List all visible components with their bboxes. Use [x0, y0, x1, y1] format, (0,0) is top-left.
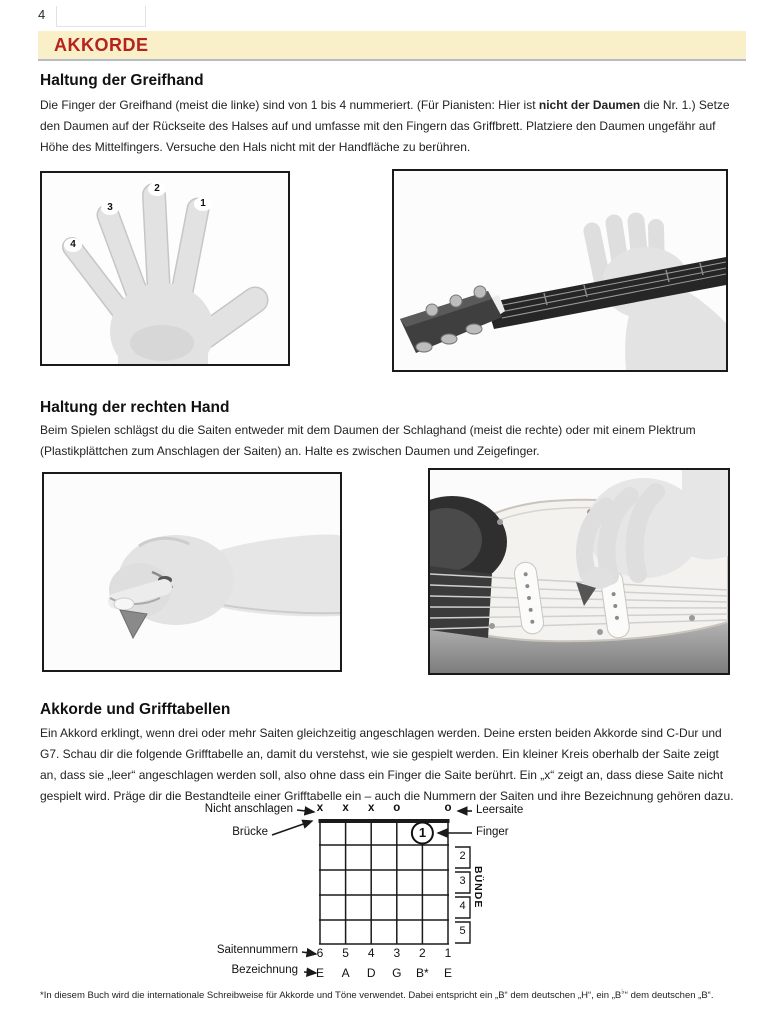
- string-name-5: A: [341, 966, 350, 980]
- fret-number-2: 2: [459, 850, 466, 862]
- photo-hand-with-pick: [42, 472, 342, 672]
- nut-line: [319, 819, 450, 823]
- footnote-text: “ dem deutschen „B“.: [624, 990, 714, 1002]
- photo-hand-on-neck: [392, 169, 728, 372]
- string-name-3: G: [392, 966, 402, 980]
- scan-artifact: [56, 6, 146, 27]
- fret-number-4: 4: [459, 900, 466, 912]
- string-number-2: 2: [419, 946, 426, 960]
- section-heading-rechte-hand: Haltung der rechten Hand: [40, 399, 230, 416]
- footnote-text: *In diesem Buch wird die internationale Schreibweise für Akkorde und Töne verwendet. Dabei entspricht ein „B“ dem deutschen „H“, ein „B: [40, 990, 622, 1002]
- label-finger: Finger: [476, 826, 509, 838]
- string-number-6: 6: [316, 946, 324, 960]
- label-buende: BÜNDE: [472, 866, 484, 909]
- pick-grip-illustration: [44, 474, 340, 670]
- hand-illustration: [42, 173, 288, 364]
- label-leersaite: Leersaite: [476, 804, 524, 816]
- body-text: Die Finger der Greifhand (meist die linke) sind von 1 bis 4 nummeriert. (Für Pianisten: Hier ist: [40, 98, 539, 112]
- page-number: 4: [38, 7, 46, 22]
- finger-badge-4: 4: [64, 238, 82, 252]
- string-name-1: E: [443, 966, 452, 980]
- fret-lines: [319, 845, 449, 944]
- string-number-1: 1: [444, 946, 452, 960]
- finger-number: 1: [418, 825, 427, 840]
- marker-string-1: o: [444, 802, 452, 814]
- label-nicht-anschlagen: Nicht anschlagen: [204, 803, 293, 815]
- marker-string-6: x: [316, 802, 324, 814]
- fret-number-3: 3: [459, 875, 466, 887]
- photo-picking-hand-guitar: [428, 468, 730, 675]
- flat-symbol: ♭: [621, 987, 625, 996]
- electric-guitar-illustration: [430, 470, 728, 673]
- finger-badge-3: 3: [101, 201, 119, 215]
- chapter-title: AKKORDE: [54, 34, 149, 55]
- section-body-rechte-hand: Beim Spielen schlägst du die Saiten entweder mit dem Daumen der Schlaghand (meist die rechte) oder mit einem Plektrum (Plastikplättchen zum Anschlagen der Saiten) an. Halte es zwischen Daumen und Zeigefinger.: [40, 423, 696, 458]
- footnote: [40, 987, 746, 1001]
- label-bezeichnung: Bezeichnung: [231, 964, 298, 976]
- string-name-4: D: [366, 966, 376, 980]
- section-heading-grifftabellen: Akkorde und Grifftabellen: [40, 701, 231, 718]
- section-heading-greifhand: Haltung der Greifhand: [40, 72, 204, 89]
- finger-badge-1: 1: [194, 197, 212, 211]
- neck-grip-illustration: [394, 171, 726, 370]
- label-saitennummern: Saitennummern: [216, 944, 298, 956]
- fret-number-5: 5: [459, 925, 466, 937]
- chapter-header-band: [38, 31, 746, 61]
- finger-badge-2: 2: [148, 182, 166, 196]
- string-number-5: 5: [342, 946, 349, 960]
- label-bruecke: Brücke: [232, 826, 268, 838]
- photo-fretting-hand-numbered: [40, 171, 290, 366]
- string-number-4: 4: [367, 946, 375, 960]
- string-name-6: E: [315, 966, 324, 980]
- arrow-bruecke: [272, 821, 312, 835]
- marker-string-3: o: [393, 802, 401, 814]
- section-body-grifftabellen: Ein Akkord erklingt, wenn drei oder mehr Saiten gleichzeitig angeschlagen werden. Deine ersten beiden Akkorde sind C-Dur und G7. Schau dir die folgende Grifftabelle an, damit du verstehst, wie sie gespielt werden. Ein kleiner Kreis oberhalb der Saite zeigt an, dass sie „leer“ angeschlagen werden soll, also ohne dass ein Finger die Saite berührt. Ein „x“ zeigt an, dass diese Saite nicht gespielt wird. Präge dir die Bestandteile einer Grifftabelle ein – auch die Nummern der Saiten und ihre Bezeichnung gehören dazu.: [40, 726, 734, 803]
- chord-diagram-grid: [0, 800, 768, 990]
- string-number-3: 3: [393, 946, 401, 960]
- section-body-greifhand: [40, 95, 738, 158]
- marker-string-5: x: [342, 802, 349, 814]
- body-text: die Nr. 1.) Setze den Daumen auf der Rückseite des Halses auf und umfasse mit den Fingern das Griffbrett. Platziere den Daumen ungefähr auf Höhe des Mittelfingers. Versuche den Hals nicht mit der Handfläche zu berühren.: [40, 98, 730, 154]
- body-text-bold: nicht der Daumen: [538, 98, 641, 112]
- string-name-2: B*: [416, 966, 429, 980]
- marker-string-4: x: [367, 802, 375, 814]
